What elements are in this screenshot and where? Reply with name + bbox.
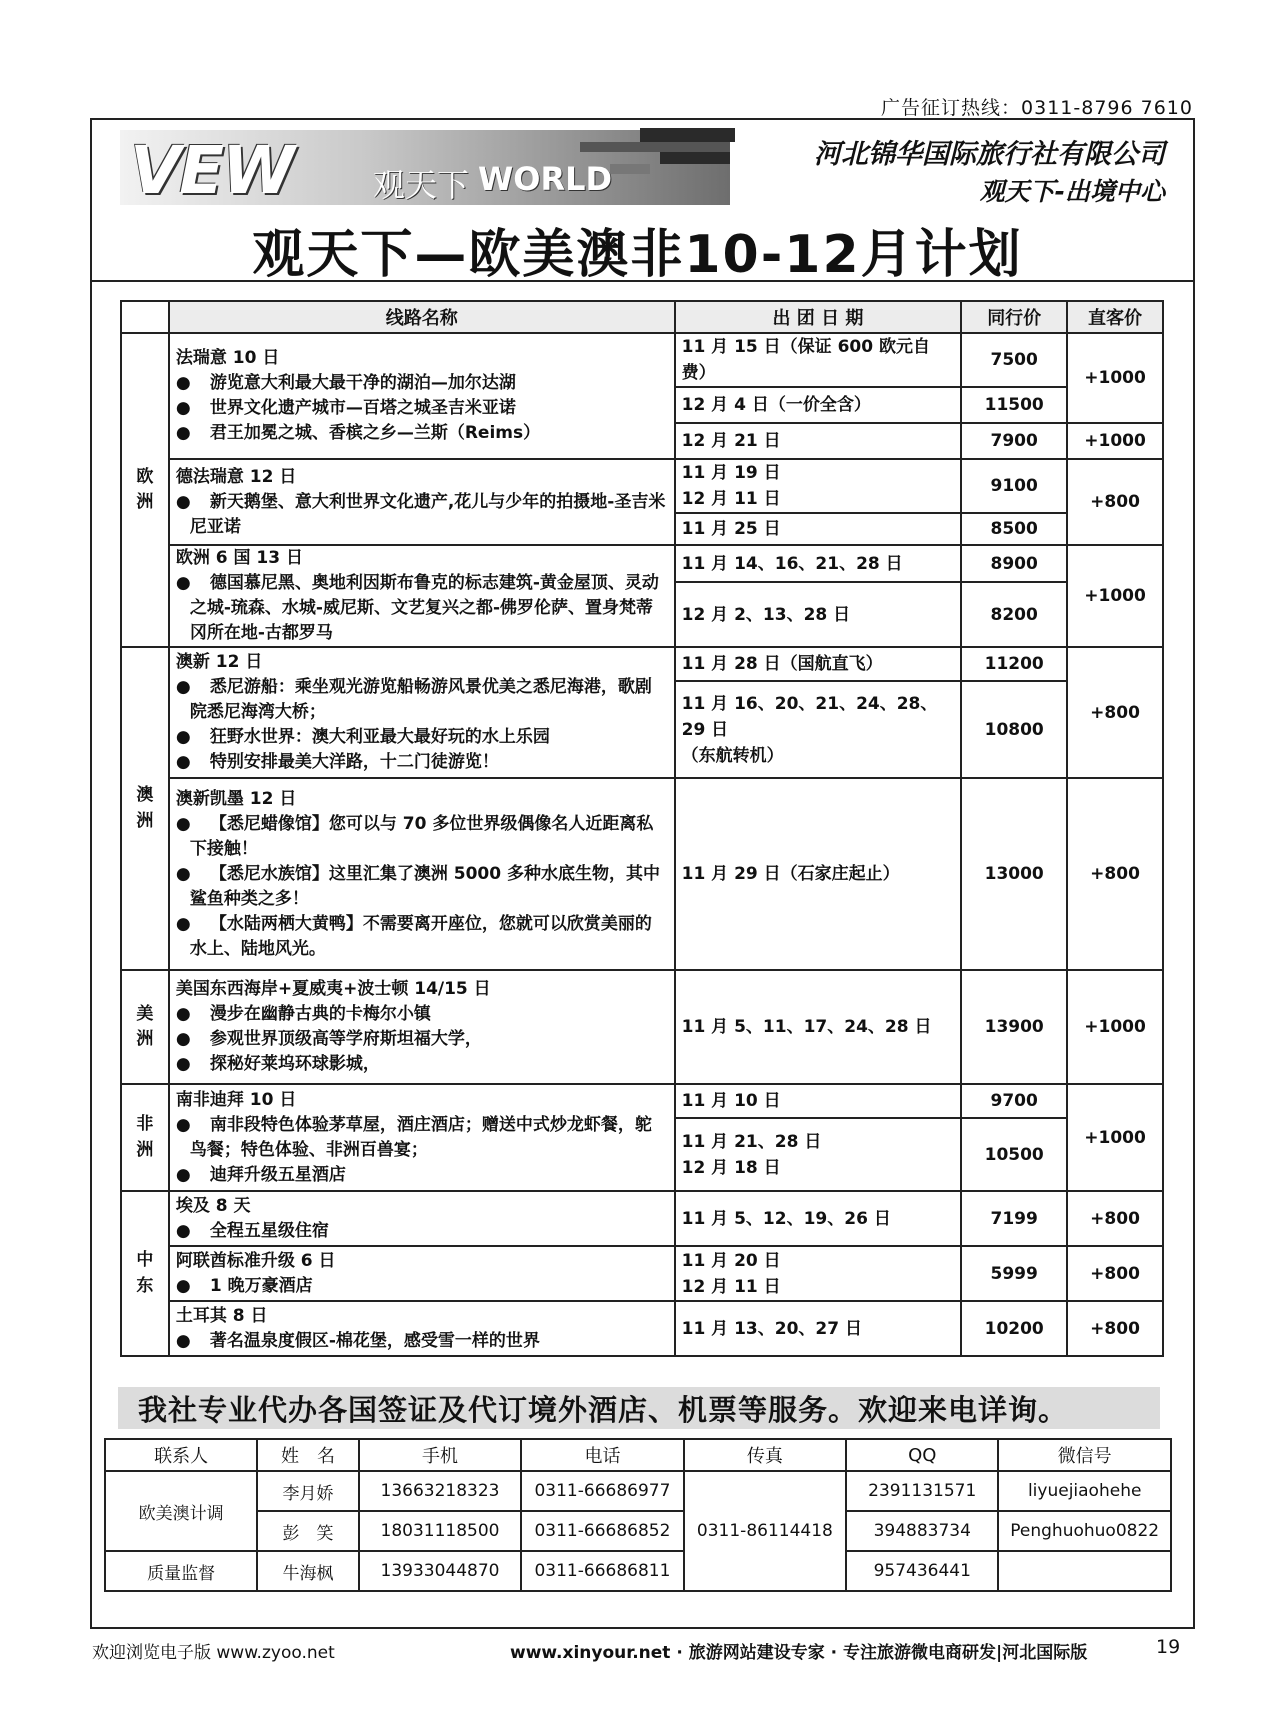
direct-price: +800 (1067, 1191, 1163, 1246)
date-line: 11 月 19 日 (681, 463, 781, 483)
route-point: ● 漫步在幽静古典的卡梅尔小镇 (175, 1004, 431, 1024)
route-r7 (169, 1084, 675, 1191)
route-point: ● 全程五星级住宿 (175, 1220, 329, 1241)
trade-price: 11200 (961, 647, 1067, 681)
contact-fax: 0311-86114418 (684, 1471, 846, 1591)
date-line: 11 月 20 日 (681, 1250, 781, 1271)
contact-name: 李月娇 (257, 1471, 359, 1511)
date-line: 12 月 11 日 (681, 1276, 781, 1297)
header-trade-price: 同行价 (961, 301, 1067, 333)
trade-price: 7500 (961, 333, 1067, 387)
route-r9 (169, 1246, 675, 1301)
header-direct-price: 直客价 (1067, 301, 1163, 333)
trade-price: 10200 (961, 1301, 1067, 1356)
route-point: ● 德国慕尼黑、奥地利因斯布鲁克的标志建筑-黄金屋顶、灵动之城-琉森、水城-威尼斯、文艺复兴之都-佛罗伦萨、置身梵蒂冈所在地-古都罗马 (175, 573, 659, 643)
footer-right[interactable]: www.xinyour.net · 旅游网站建设专家 · 专注旅游微电商研发|河北国际版 (510, 1643, 1088, 1663)
table-header-row (121, 301, 1163, 333)
route-point: ● 【悉尼水族馆】这里汇集了澳洲 5000 多种水底生物，其中鲨鱼种类之多！ (175, 863, 660, 909)
region-label: 澳 洲 (136, 785, 154, 831)
date-line: 11 月 21、28 日 (681, 1131, 822, 1152)
trade-price: 10500 (961, 1118, 1067, 1191)
trade-price: 8500 (961, 513, 1067, 545)
route-point: ● 【水陆两栖大黄鸭】不需要离开座位，您就可以欣赏美丽的水上、陆地风光。 (175, 913, 652, 959)
region-mideast (121, 1191, 169, 1356)
date-line: 11 月 16、20、21、24、28、29 日 (681, 693, 938, 740)
route-point: ● 1 晚万豪酒店 (175, 1275, 313, 1296)
direct-price: +800 (1067, 1301, 1163, 1356)
route-point: ● 【悉尼蜡像馆】您可以与 70 多位世界级偶像名人近距离私下接触！ (175, 813, 654, 859)
contact-phone: 0311-66686977 (521, 1471, 683, 1511)
header-route: 线路名称 (169, 301, 675, 333)
contact-name: 彭 笑 (257, 1511, 359, 1551)
departure-date: 11 月 25 日 (675, 513, 962, 545)
contact-row (105, 1551, 1171, 1591)
trade-price: 5999 (961, 1246, 1067, 1301)
company-name: 河北锦华国际旅行社有限公司 (814, 139, 1165, 170)
col-phone: 电话 (521, 1439, 683, 1471)
contact-phone: 0311-66686852 (521, 1511, 683, 1551)
contact-qq: 2391131571 (846, 1471, 998, 1511)
route-r10 (169, 1301, 675, 1356)
page-number: 19 (1156, 1636, 1181, 1658)
contact-qq: 957436441 (846, 1551, 998, 1591)
trade-price: 9100 (961, 459, 1067, 513)
route-title: 美国东西海岸+夏威夷+波士顿 14/15 日 (175, 979, 491, 999)
trade-price: 7199 (961, 1191, 1067, 1246)
col-wechat: 微信号 (998, 1439, 1171, 1471)
center-name: 观天下-出境中心 (979, 177, 1165, 206)
region-label: 非 洲 (136, 1114, 154, 1160)
route-point: ● 世界文化遗产城市—百塔之城圣吉米亚诺 (175, 398, 516, 418)
route-r4 (169, 647, 675, 778)
departure-date: 11 月 5、11、17、24、28 日 (675, 970, 962, 1084)
region-label: 欧 洲 (136, 466, 154, 512)
departure-date: 11 月 15 日（保证 600 欧元自费） (675, 333, 962, 387)
route-title: 南非迪拜 10 日 (175, 1089, 297, 1110)
route-r8 (169, 1191, 675, 1246)
service-text: 我社专业代办各国签证及代订境外酒店、机票等服务。欢迎来电详询。 (138, 1393, 1069, 1427)
logo-cn-text: 观天下 (373, 166, 470, 204)
contact-wechat: liyuejiaohehe (998, 1471, 1171, 1511)
route-point: ● 南非段特色体验茅草屋，酒庄酒店；赠送中式炒龙虾餐，鸵鸟餐；特色体验、非洲百兽宴； (175, 1114, 652, 1160)
route-r5 (169, 778, 675, 970)
footer-left[interactable]: 欢迎浏览电子版 www.zyoo.net (92, 1643, 335, 1663)
col-name: 姓 名 (257, 1439, 359, 1471)
contact-row (105, 1511, 1171, 1551)
region-america (121, 970, 169, 1084)
col-mobile: 手机 (359, 1439, 521, 1471)
departure-date: 11 月 10 日 (675, 1084, 962, 1118)
contact-mobile: 13933044870 (359, 1551, 521, 1591)
trade-price: 13000 (961, 778, 1067, 970)
route-title: 法瑞意 10 日 (175, 348, 280, 368)
departure-date: 12 月 2、13、28 日 (675, 582, 962, 647)
header-date: 出 团 日 期 (675, 301, 962, 333)
page-title: 观天下—欧美澳非10-12月计划 (252, 225, 1023, 285)
route-r2 (169, 459, 675, 545)
departure-date (675, 681, 962, 778)
contact-wechat: Penghuohuo0822 (998, 1511, 1171, 1551)
route-title: 澳新 12 日 (175, 652, 263, 672)
route-point: ● 新天鹅堡、意大利世界文化遗产,花儿与少年的拍摄地-圣吉米尼亚诺 (175, 491, 666, 537)
direct-price: +1000 (1067, 970, 1163, 1084)
direct-price: +800 (1067, 459, 1163, 545)
date-line: 12 月 18 日 (681, 1157, 781, 1178)
trade-price: 7900 (961, 423, 1067, 459)
route-point: ● 狂野水世界：澳大利亚最大最好玩的水上乐园 (175, 727, 550, 747)
route-title: 欧洲 6 国 13 日 (175, 548, 303, 568)
route-r1 (169, 333, 675, 459)
direct-price: +800 (1067, 647, 1163, 778)
trade-price: 11500 (961, 387, 1067, 423)
col-qq: QQ (846, 1439, 998, 1471)
departure-date: 11 月 13、20、27 日 (675, 1301, 962, 1356)
contacts-table (104, 1438, 1172, 1592)
departure-date: 12 月 21 日 (675, 423, 962, 459)
contact-qq: 394883734 (846, 1511, 998, 1551)
direct-price: +800 (1067, 1246, 1163, 1301)
departure-date: 12 月 4 日（一价全含） (675, 387, 962, 423)
contact-row (105, 1471, 1171, 1511)
route-title: 土耳其 8 日 (175, 1305, 268, 1326)
date-line: 12 月 11 日 (681, 489, 781, 509)
direct-price: +1000 (1067, 1084, 1163, 1191)
direct-price: +800 (1067, 778, 1163, 970)
route-point: ● 探秘好莱坞环球影城， (175, 1054, 380, 1074)
route-title: 澳新凯墨 12 日 (175, 788, 297, 809)
direct-price: +1000 (1067, 545, 1163, 647)
region-oceania (121, 647, 169, 970)
region-europe (121, 333, 169, 647)
col-contact: 联系人 (105, 1439, 257, 1471)
route-r6 (169, 970, 675, 1084)
route-title: 阿联酋标准升级 6 日 (175, 1250, 336, 1271)
plan-table (120, 300, 1164, 1357)
route-r3 (169, 545, 675, 647)
route-point: ● 特别安排最美大洋路，十二门徒游览！ (175, 752, 499, 772)
date-line: （东航转机） (681, 745, 784, 766)
logo-world-text: WORLD (478, 160, 613, 198)
contact-name: 牛海枫 (257, 1551, 359, 1591)
route-title: 德法瑞意 12 日 (175, 466, 297, 487)
contacts-header-row (105, 1439, 1171, 1471)
route-point: ● 迪拜升级五星酒店 (175, 1164, 346, 1185)
direct-price: +1000 (1067, 333, 1163, 423)
departure-date: 11 月 28 日（国航直飞） (675, 647, 962, 681)
route-point: ● 悉尼游船：乘坐观光游览船畅游风景优美之悉尼海港，歌剧院悉尼海湾大桥； (175, 677, 652, 722)
route-point: ● 参观世界顶级高等学府斯坦福大学， (175, 1029, 482, 1049)
col-fax: 传真 (684, 1439, 846, 1471)
logo-mark: VEW (130, 132, 293, 209)
contact-mobile: 18031118500 (359, 1511, 521, 1551)
route-title: 埃及 8 天 (175, 1195, 251, 1216)
contact-group: 欧美澳计调 (105, 1471, 257, 1551)
contact-mobile: 13663218323 (359, 1471, 521, 1511)
departure-date: 11 月 5、12、19、26 日 (675, 1191, 962, 1246)
region-label: 美 洲 (136, 1003, 154, 1049)
ad-hotline: 广告征订热线：0311-8796 7610 (881, 97, 1193, 119)
contact-group: 质量监督 (105, 1551, 257, 1591)
trade-price: 8200 (961, 582, 1067, 647)
trade-price: 10800 (961, 681, 1067, 778)
departure-date (675, 459, 962, 513)
departure-date: 11 月 14、16、21、28 日 (675, 545, 962, 582)
direct-price: +1000 (1067, 423, 1163, 459)
departure-date: 11 月 29 日（石家庄起止） (675, 778, 962, 970)
route-point: ● 游览意大利最大最干净的湖泊—加尔达湖 (175, 373, 516, 393)
trade-price: 9700 (961, 1084, 1067, 1118)
contact-wechat (998, 1551, 1171, 1591)
trade-price: 13900 (961, 970, 1067, 1084)
departure-date (675, 1118, 962, 1191)
region-africa (121, 1084, 169, 1191)
route-point: ● 君王加冕之城、香槟之乡—兰斯（Reims） (175, 423, 541, 443)
trade-price: 8900 (961, 545, 1067, 582)
region-label: 中 东 (136, 1250, 154, 1296)
contact-phone: 0311-66686811 (521, 1551, 683, 1591)
route-point: ● 著名温泉度假区-棉花堡，感受雪一样的世界 (175, 1330, 540, 1351)
departure-date (675, 1246, 962, 1301)
